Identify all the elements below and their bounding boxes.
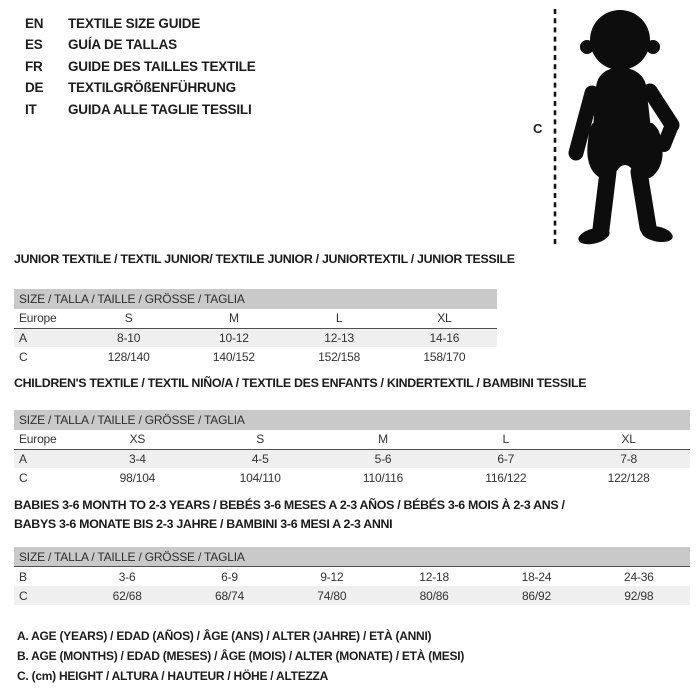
- lang-code: ES: [25, 37, 43, 53]
- size-cell: 3-4: [129, 451, 146, 466]
- size-cell: 98/104: [119, 470, 156, 485]
- size-cell: 12-13: [324, 330, 354, 345]
- size-cell: 80/86: [419, 588, 449, 603]
- footnotes: [17, 626, 464, 686]
- size-header-bar: SIZE / TALLA / TAILLE / GRÖSSE / TAGLIA: [14, 289, 497, 309]
- table-title-line: BABYS 3-6 MONATE BIS 2-3 JAHRE / BAMBINI 3-6 MESI A 2-3 ANNI: [14, 517, 393, 531]
- size-cell: 110/116: [362, 470, 404, 485]
- size-cell: 8-10: [117, 330, 141, 345]
- row-label: B: [19, 569, 27, 584]
- size-cell: 12-18: [419, 569, 449, 584]
- row-label: A: [19, 451, 27, 466]
- size-table: [14, 567, 690, 605]
- size-cell: XL: [567, 430, 690, 449]
- lang-code: EN: [25, 16, 44, 31]
- size-cell: 62/68: [112, 588, 142, 603]
- lang-code: IT: [25, 101, 37, 117]
- size-cell: 3-6: [118, 569, 136, 584]
- table-row: [14, 468, 690, 487]
- size-cell: S: [76, 309, 181, 328]
- height-measure-label: C: [533, 121, 543, 136]
- row-label: Europe: [14, 430, 76, 449]
- table-row: [14, 449, 690, 468]
- size-cell: M: [181, 309, 286, 328]
- size-cell: 4-5: [251, 451, 269, 466]
- size-cell: 18-24: [521, 569, 552, 584]
- size-cell: 116/122: [485, 470, 527, 485]
- lang-title: GUIDE DES TAILLES TEXTILE: [68, 58, 256, 74]
- children-size-table: [14, 374, 690, 487]
- size-cell: 7-8: [620, 451, 637, 466]
- size-cell: L: [444, 430, 567, 449]
- footnote-a: A. AGE (YEARS) / EDAD (AÑOS) / ÂGE (ANS) / ALTER (JAHRE) / ETÀ (ANNI): [17, 629, 432, 643]
- language-title-list: [25, 13, 256, 120]
- size-cell: L: [287, 309, 392, 328]
- junior-size-table: [14, 250, 515, 366]
- size-cell: XS: [76, 430, 199, 449]
- table-row: [14, 430, 690, 449]
- baby-silhouette-icon: [558, 7, 698, 247]
- table-title: [14, 496, 690, 534]
- lang-title: GUIDA ALLE TAGLIE TESSILI: [68, 101, 252, 117]
- table-title: [14, 374, 690, 393]
- row-label: Europe: [14, 309, 76, 328]
- row-label: C: [19, 349, 28, 364]
- table-row: [14, 586, 690, 605]
- table-title: [14, 250, 515, 269]
- size-cell: 104/110: [239, 470, 281, 485]
- size-cell: 128/140: [107, 349, 150, 364]
- size-cell: 6-7: [497, 451, 515, 466]
- size-cell: M: [322, 430, 445, 449]
- footnote-c: C. (cm) HEIGHT / ALTURA / HAUTEUR / HÖHE / ALTEZZA: [17, 669, 329, 683]
- size-cell: 86/92: [521, 588, 551, 603]
- table-title-line: BABIES 3-6 MONTH TO 2-3 YEARS / BEBÉS 3-6 MESES A 2-3 AÑOS / BÉBÉS 3-6 MOIS À 2-3 ANS /: [14, 498, 565, 512]
- size-cell: 14-16: [429, 330, 460, 345]
- size-cell: 9-12: [320, 569, 344, 584]
- size-cell: 122/128: [607, 470, 650, 485]
- size-cell: 68/74: [214, 588, 244, 603]
- row-label: A: [19, 330, 27, 345]
- footnote-b: B. AGE (MONTHS) / EDAD (MESES) / ÂGE (MOIS) / ALTER (MONATE) / ETÀ (MESI): [17, 649, 465, 663]
- row-label: C: [19, 470, 28, 485]
- size-cell: 24-36: [623, 569, 654, 584]
- lang-code: DE: [25, 80, 44, 96]
- size-table: [14, 309, 497, 366]
- size-table: [14, 430, 690, 487]
- lang-title: GUÍA DE TALLAS: [68, 37, 177, 53]
- table-row: [14, 347, 497, 366]
- table-title-line: JUNIOR TEXTILE / TEXTIL JUNIOR/ TEXTILE JUNIOR / JUNIORTEXTIL / JUNIOR TESSILE: [14, 252, 515, 266]
- size-cell: 6-9: [221, 569, 238, 584]
- size-cell: 152/158: [318, 349, 361, 364]
- lang-title: TEXTILE SIZE GUIDE: [68, 16, 201, 31]
- size-cell: 158/170: [423, 349, 466, 364]
- table-title-line: CHILDREN'S TEXTILE / TEXTIL NIÑO/A / TEXTILE DES ENFANTS / KINDERTEXTIL / BAMBINI TESSILE: [14, 376, 587, 390]
- lang-title: TEXTILGRÖßENFÜHRUNG: [68, 80, 236, 96]
- lang-code: FR: [25, 58, 43, 74]
- table-row: [14, 328, 497, 347]
- size-cell: S: [199, 430, 322, 449]
- size-header-bar: SIZE / TALLA / TAILLE / GRÖSSE / TAGLIA: [14, 410, 690, 430]
- row-label: C: [19, 588, 28, 603]
- babies-size-table: [14, 496, 690, 605]
- size-cell: 5-6: [374, 451, 392, 466]
- table-row: [14, 309, 497, 328]
- size-cell: XL: [392, 309, 497, 328]
- table-row: [14, 567, 690, 586]
- size-cell: 92/98: [624, 588, 654, 603]
- size-cell: 10-12: [219, 330, 249, 345]
- size-cell: 140/152: [212, 349, 255, 364]
- size-cell: 74/80: [317, 588, 347, 603]
- size-header-bar: SIZE / TALLA / TAILLE / GRÖSSE / TAGLIA: [14, 547, 690, 567]
